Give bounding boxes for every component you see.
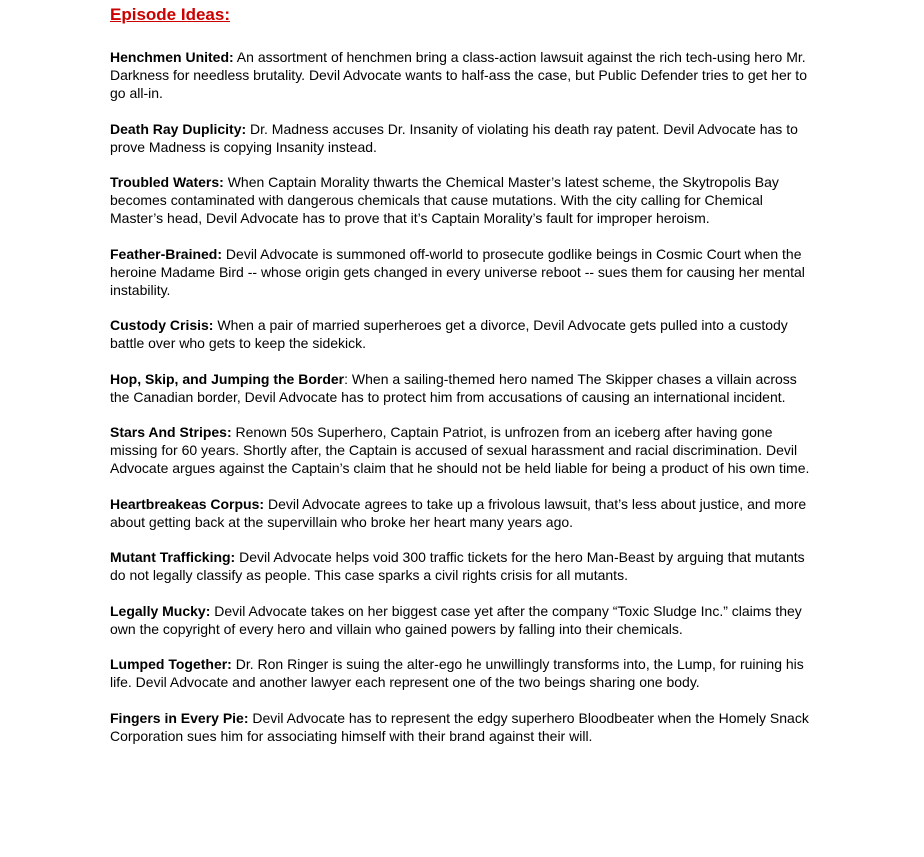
episode-idea (110, 602, 810, 638)
episode-idea (110, 655, 810, 691)
episode-idea-text: Renown 50s Superhero, Captain Patriot, is unfrozen from an iceberg after having gone missing for 60 years. Shortly after, the Captain is accused of sexual harassment and racial discrimination. Devil Advocate argues against the Captain’s claim that he should not be held liable for being a product of his own time. (110, 424, 810, 476)
episode-idea (110, 48, 810, 102)
episode-idea-title: Henchmen United: (110, 49, 234, 65)
episode-ideas-heading: Episode Ideas: (110, 5, 230, 24)
episode-idea (110, 316, 810, 352)
episode-idea (110, 709, 810, 745)
episode-idea-title: Stars And Stripes: (110, 424, 232, 440)
episode-idea-title: Fingers in Every Pie: (110, 709, 249, 726)
episode-idea-title: Troubled Waters: (110, 174, 224, 190)
episode-idea (110, 423, 810, 477)
episode-idea-text: Devil Advocate is summoned off-world to prosecute godlike beings in Cosmic Court when the heroine Madame Bird -- whose origin gets changed in every universe reboot -- sues them for causing her mental instability. (110, 245, 805, 298)
episode-idea (110, 495, 810, 531)
episode-idea-text: An assortment of henchmen bring a class-action lawsuit against the rich tech-using hero Mr. Darkness for needless brutality. Devil Advocate wants to half-ass the case, but Public Defender tries to get her to go all-in. (110, 49, 807, 101)
episode-idea-text: When a pair of married superheroes get a divorce, Devil Advocate gets pulled into a custody battle over who gets to keep the sidekick. (110, 317, 788, 351)
episode-idea-text: Dr. Ron Ringer is suing the alter-ego he unwillingly transforms into, the Lump, for ruining his life. Devil Advocate and another lawyer each represent one of the two beings sharing one body. (110, 656, 804, 690)
episode-idea-title: Hop, Skip, and Jumping the Border (110, 370, 345, 387)
episode-idea (110, 120, 810, 156)
episode-idea (110, 245, 810, 299)
episode-idea-text: Devil Advocate has to represent the edgy superhero Bloodbeater when the Homely Snack Corporation sues him for associating himself with their brand against their will. (110, 709, 809, 744)
episode-idea-text: : When a sailing-themed hero named The Skipper chases a villain across the Canadian border, Devil Advocate has to protect him from accusations of causing an international incident. (110, 370, 797, 405)
episode-idea-title: Death Ray Duplicity: (110, 120, 247, 137)
episode-idea-title: Custody Crisis: (110, 317, 214, 333)
episode-ideas-list (110, 48, 810, 745)
episode-idea-text: When Captain Morality thwarts the Chemical Master’s latest scheme, the Skytropolis Bay becomes contaminated with dangerous chemicals that cause mutations. With the city calling for Chemical Master’s head, Devil Advocate has to prove that it’s Captain Morality’s fault for improper heroism. (110, 174, 779, 226)
episode-idea-text: Devil Advocate agrees to take up a frivolous lawsuit, that’s less about justice, and more about getting back at the supervillain who broke her heart many years ago. (110, 495, 807, 530)
episode-idea-title: Mutant Trafficking: (110, 549, 236, 565)
episode-idea-title: Legally Mucky: (110, 602, 211, 619)
episode-idea-title: Lumped Together: (110, 656, 232, 672)
episode-idea-text: Devil Advocate helps void 300 traffic tickets for the hero Man-Beast by arguing that mutants do not legally classify as people. This case sparks a civil rights crisis for all mutants. (110, 549, 805, 583)
episode-idea-text: Dr. Madness accuses Dr. Insanity of violating his death ray patent. Devil Advocate has to prove Madness is copying Insanity instead. (110, 120, 798, 155)
document-page (110, 0, 810, 762)
episode-idea-title: Feather-Brained: (110, 245, 223, 262)
episode-idea (110, 370, 810, 406)
episode-idea-title: Heartbreakeas Corpus: (110, 495, 265, 512)
episode-idea (110, 548, 810, 584)
episode-idea (110, 173, 810, 227)
episode-idea-text: Devil Advocate takes on her biggest case yet after the company “Toxic Sludge Inc.” claims they own the copyright of every hero and villain who gained powers by falling into their chemicals. (110, 602, 802, 637)
